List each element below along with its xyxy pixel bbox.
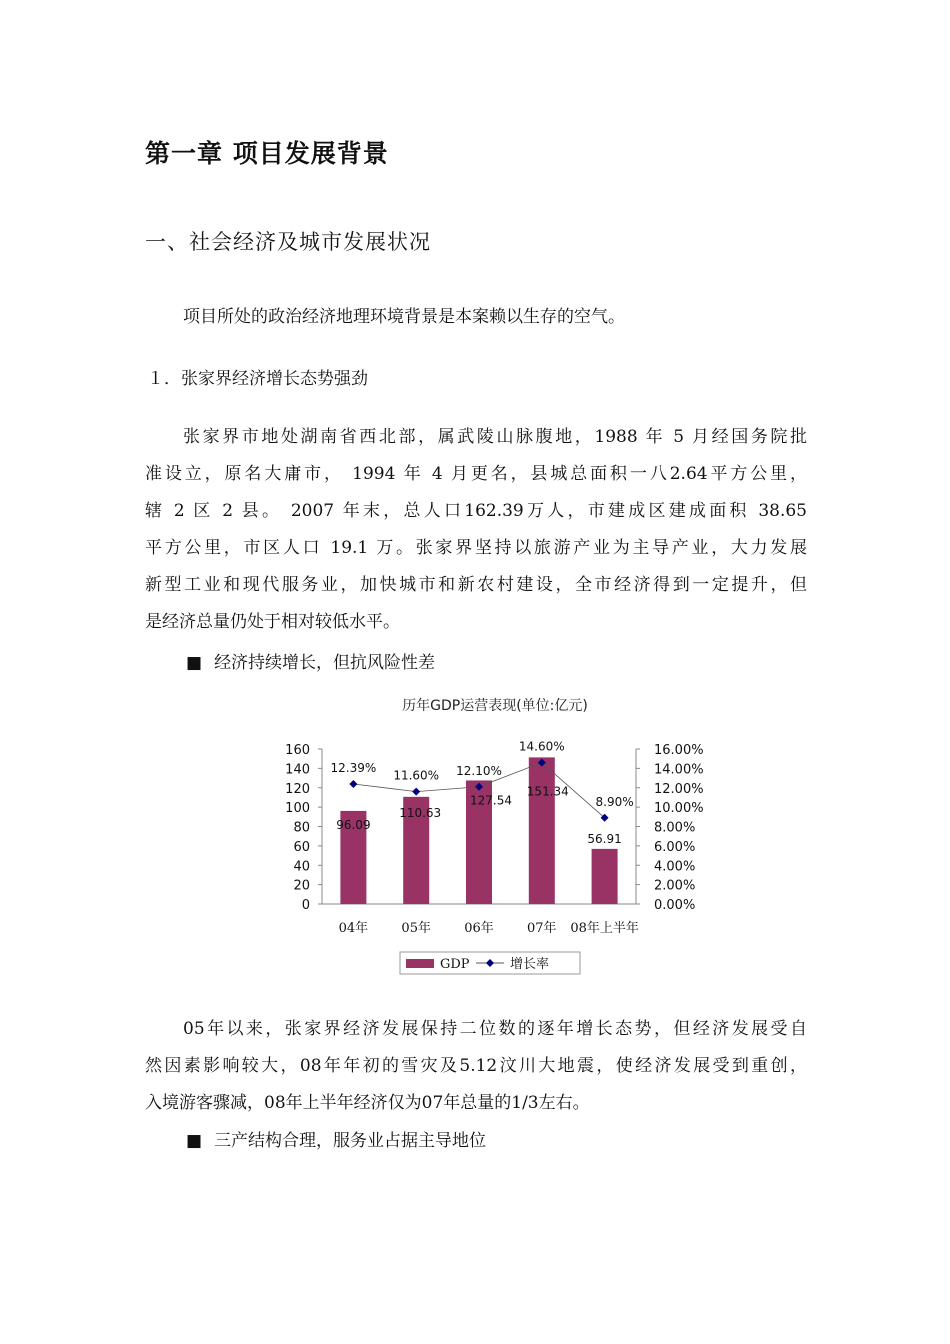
left-tick-label: 20 (293, 878, 310, 894)
gdp-bar (529, 757, 555, 904)
subsection-title: １．张家界经济增长态势强劲 (147, 369, 368, 389)
legend-gdp-swatch (406, 959, 434, 968)
left-tick-label: 60 (293, 839, 310, 855)
left-tick-label: 0 (301, 898, 310, 913)
growth-data-label: 8.90% (595, 794, 634, 809)
bullet-industry-structure (186, 1126, 486, 1151)
x-category-label: 04年 (338, 921, 369, 936)
growth-data-label: 14.60% (518, 739, 565, 754)
intro-sentence: 项目所处的政治经济地理环境背景是本案赖以生存的空气。 (183, 307, 625, 327)
legend-gdp-label: GDP (440, 957, 470, 972)
gdp-chart-svg (270, 690, 710, 980)
bullet-text: 经济持续增长，但抗风险性差 (214, 653, 436, 673)
paragraph-line: 准设立，原名大庸市， 1994 年 4 月更名，县城总面积一八2.64平方公里， (145, 464, 807, 484)
paragraph-line: 是经济总量仍处于相对较低水平。 (145, 612, 400, 632)
left-tick-label: 100 (285, 801, 310, 817)
paragraph-growth-analysis (145, 1011, 807, 1122)
left-tick-label: 140 (285, 762, 310, 778)
growth-rate-point (412, 788, 420, 796)
bullet-text: 三产结构合理，服务业占据主导地位 (214, 1131, 487, 1151)
right-tick-label: 8.00% (654, 820, 696, 836)
bullet-economy-growth (186, 648, 435, 673)
gdp-data-label: 56.91 (587, 831, 622, 846)
x-category-label: 08年上半年 (570, 921, 639, 936)
growth-data-label: 12.39% (330, 760, 377, 775)
gdp-bar (592, 849, 618, 904)
gdp-data-label: 96.09 (336, 817, 371, 832)
right-tick-label: 16.00% (654, 743, 704, 758)
chapter-title: 第一章 项目发展背景 (145, 139, 389, 168)
right-tick-label: 14.00% (654, 762, 704, 778)
left-tick-label: 160 (285, 743, 310, 758)
square-bullet-icon: ■ (186, 1131, 203, 1151)
left-tick-label: 80 (293, 820, 310, 836)
paragraph-line: 平方公里，市区人口 19.1 万。张家界坚持以旅游产业为主导产业，大力发展 (145, 538, 807, 558)
left-tick-label: 120 (285, 781, 310, 797)
paragraph-line: 入境游客骤减，08年上半年经济仅为07年总量的1/3左右。 (145, 1093, 590, 1113)
right-tick-label: 0.00% (654, 898, 696, 913)
x-category-label: 07年 (527, 921, 557, 936)
growth-rate-point (349, 780, 357, 788)
paragraph-line: 然因素影响较大，08年年初的雪灾及5.12汶川大地震，使经济发展受到重创， (145, 1056, 807, 1076)
right-tick-label: 12.00% (654, 781, 704, 797)
square-bullet-icon: ■ (186, 653, 203, 673)
paragraph-city-overview (145, 419, 807, 641)
left-tick-label: 40 (293, 859, 310, 875)
legend-growth-label: 增长率 (510, 957, 550, 972)
right-tick-label: 10.00% (654, 801, 704, 817)
gdp-chart (270, 690, 710, 980)
paragraph-line: 辖 2 区 2 县。 2007 年末，总人口162.39万人，市建成区建成面积 38.65 (145, 501, 807, 521)
paragraph-line: 05年以来，张家界经济发展保持二位数的逐年增长态势，但经济发展受自 (183, 1019, 807, 1039)
paragraph-line: 新型工业和现代服务业，加快城市和新农村建设，全市经济得到一定提升，但 (145, 575, 807, 595)
growth-data-label: 12.10% (456, 763, 502, 778)
gdp-data-label: 110.63 (399, 805, 442, 820)
gdp-data-label: 127.54 (470, 793, 512, 808)
x-category-label: 05年 (401, 921, 431, 936)
right-tick-label: 6.00% (654, 839, 696, 855)
growth-data-label: 11.60% (393, 768, 440, 783)
x-category-label: 06年 (464, 921, 494, 936)
chart-title: 历年GDP运营表现(单位:亿元) (402, 698, 588, 714)
right-tick-label: 4.00% (654, 859, 696, 875)
right-tick-label: 2.00% (654, 878, 696, 894)
paragraph-line: 张家界市地处湖南省西北部，属武陵山脉腹地，1988 年 5 月经国务院批 (183, 427, 807, 447)
section-title: 一、社会经济及城市发展状况 (145, 230, 431, 254)
gdp-data-label: 151.34 (526, 784, 569, 799)
